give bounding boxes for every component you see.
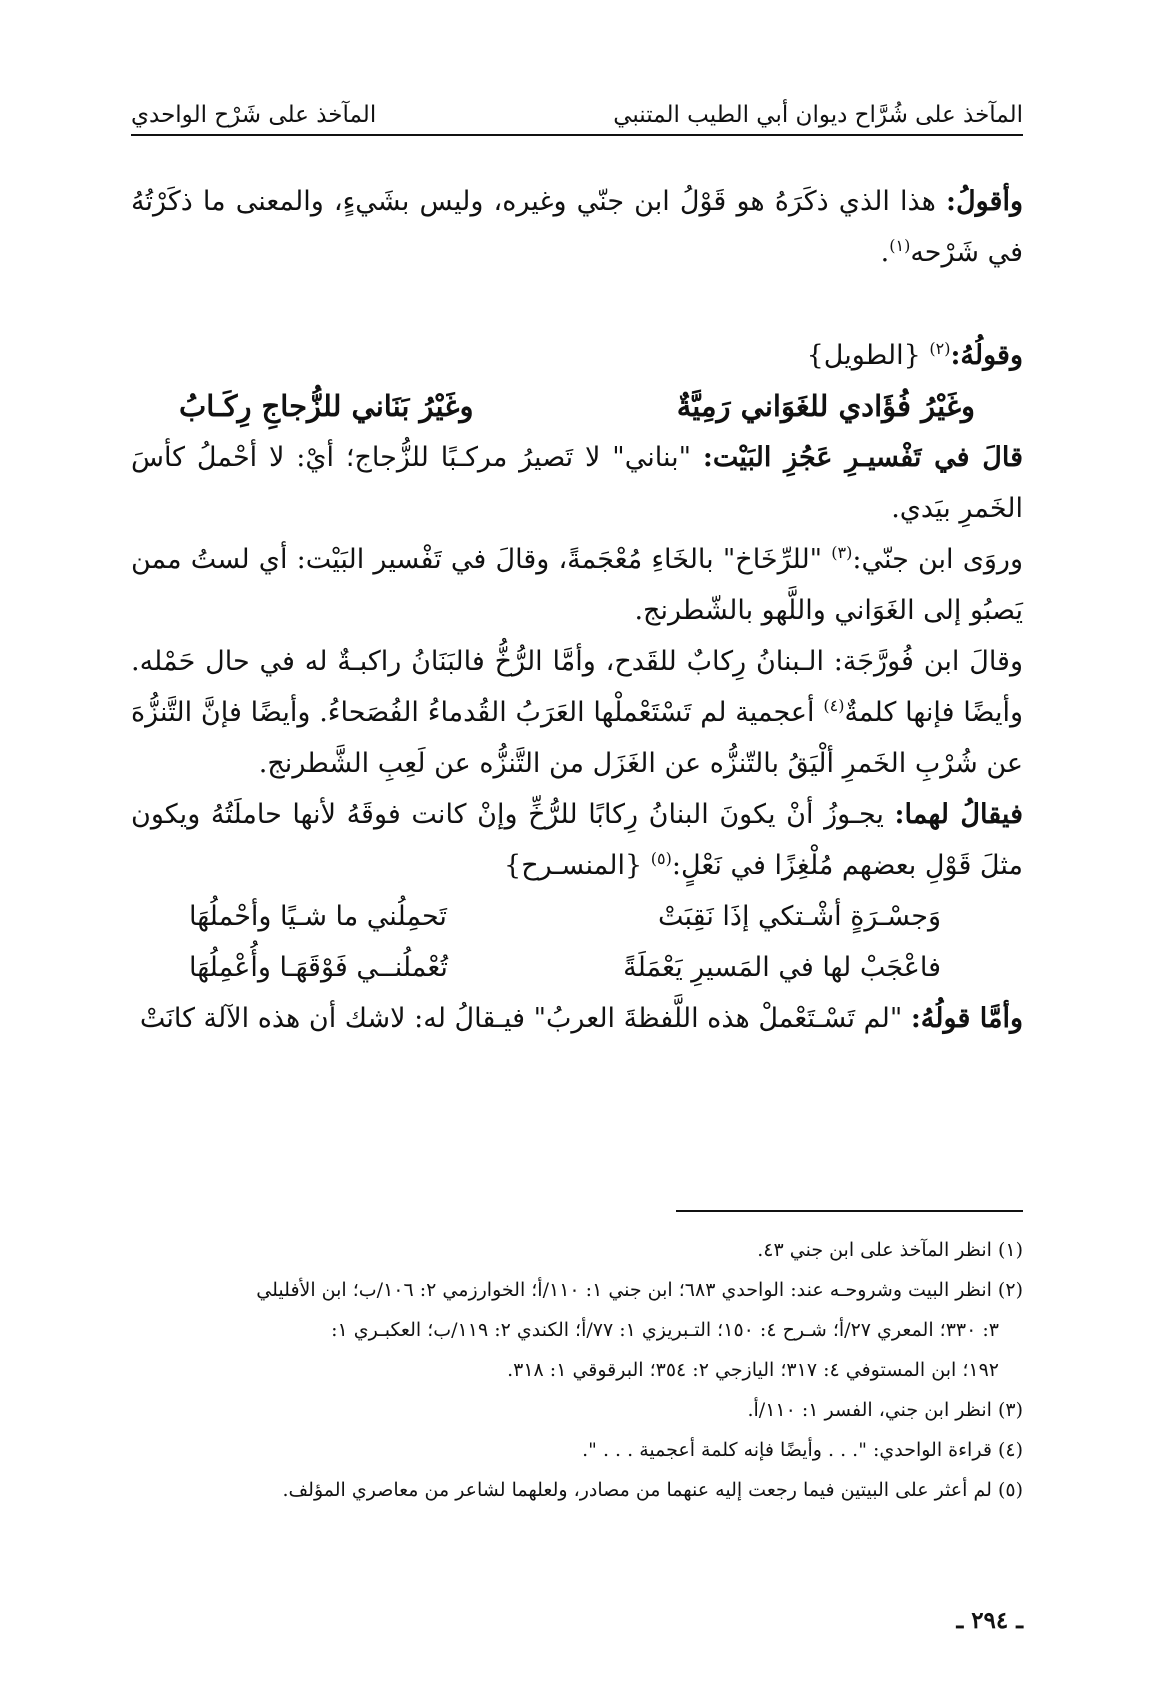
- paragraph-2: [131, 330, 1023, 381]
- footnote-4: (٤) قراءة الواحدي: ". . . وأيضًا فإنه كلمة أعجمية . . . ".: [582, 1439, 1023, 1461]
- verse-3-first-hemistich: فاعْجَبْ لها في المَسيرِ يَعْمَلَةً: [623, 952, 941, 983]
- footnote-ref-5: (٥): [650, 849, 672, 868]
- paragraph-3-text: "بناني" لا تَصيرُ مركـبًا للزُّجاج؛ أيْ: لا أحْملُ كأسَ الخَمرِ بيَدي.: [131, 442, 1023, 524]
- paragraph-4: [131, 534, 1023, 636]
- footnote-ref-3: (٣): [831, 543, 853, 562]
- page-number: ـ ٢٩٤ ـ: [956, 1607, 1023, 1634]
- paragraph-1-text: هذا الذي ذكَرَهُ هو قَوْلُ ابن جنّي وغيره، وليس بشَيءٍ، والمعنى ما ذكَرْتُهُ في شَرْحه: [131, 186, 1023, 268]
- paragraph-2-lead: وقولُهُ:: [950, 340, 1023, 371]
- footnote-1: (١) انظر المآخذ على ابن جني ٤٣.: [757, 1239, 1023, 1261]
- paragraph-3: [131, 432, 1023, 534]
- footnotes: [131, 1210, 1023, 1510]
- paragraph-1: [131, 176, 1023, 278]
- paragraph-6: [131, 789, 1023, 891]
- header-section-title: المآخذ على شَرْح الواحدي: [131, 102, 377, 128]
- paragraph-3-lead: قالَ في تَفْسيـرِ عَجُزِ البَيْت:: [702, 442, 1023, 473]
- running-header: [131, 84, 1023, 136]
- paragraph-4-text-b: "للرِّخَاخ" بالخَاءِ مُعْجَمةً، وقالَ في تَفْسير البَيْت: أي لستُ ممن يَصبُو إلى الغَوَاني واللَّهو بالشّطرنج.: [131, 544, 1023, 626]
- verse-1-first-hemistich: وغَيْرُ فُؤَادي للغَوَاني رَمِيَّةٌ: [676, 389, 975, 423]
- paragraph-5: [131, 636, 1023, 789]
- verse-2-second-hemistich: تَحمِلُني ما شـيًا وأحْملُهَا: [189, 901, 447, 932]
- paragraph-5-text-a: وقالَ ابن فُورَّجَة: الـبنانُ رِكابٌ للقَدح، وأمَّا الرُّخُّ فالبَنَانُ راكبـةٌ له في حال حَمْله. وأيضًا فإنها كلمةٌ: [131, 646, 1023, 728]
- paragraph-1-lead: وأقولُ:: [946, 186, 1023, 217]
- paragraph-6-lead: فيقالُ لهما:: [894, 799, 1023, 830]
- paragraph-4-text-a: وروَى ابن جنّي:: [852, 544, 1023, 575]
- meter-label-2: {المنسـرح}: [504, 850, 651, 881]
- verse-2: [131, 891, 1023, 942]
- paragraph-1-end: .: [880, 237, 890, 268]
- footnote-5: (٥) لم أعثر على البيتين فيما رجعت إليه عنهما من مصادر، ولعلهما لشاعر من معاصري المؤلف.: [282, 1479, 1023, 1501]
- verse-1: [131, 381, 1023, 432]
- footnote-3: (٣) انظر ابن جني، الفسر ١: ١١٠/أ.: [747, 1399, 1023, 1421]
- verse-2-first-hemistich: وَجسْـرَةٍ أشْـتكي إذَا نَقِبَتْ: [658, 901, 941, 932]
- meter-label-1: {الطويل}: [806, 340, 930, 371]
- footnote-ref-1: (١): [889, 236, 911, 255]
- footnote-divider: [676, 1210, 1023, 1212]
- footnote-ref-2: (٢): [929, 339, 951, 358]
- paragraph-5-text-b: أعجمية لم تَسْتَعْملْها العَرَبُ القُدماءُ الفُصَحاءُ. وأيضًا فإنَّ التَّنزُّهَ عن شُرْبِ الخَمرِ ألْيَقُ بالتّنزُّه عن الغَزَل من التَّنزُّه عن لَعِبِ الشَّطرنج.: [131, 697, 1023, 779]
- verse-3-second-hemistich: تُعْملُنــي فَوْقَهَـا وأُعْمِلُهَا: [189, 952, 448, 983]
- paragraph-6-text: يجـوزُ أنْ يكونَ البنانُ رِكابًا للرُّخِّ وإنْ كانت فوقَهُ لأنها حاملَتُهُ ويكون مثلَ قَوْلِ بعضهم مُلْغِزًا في نَعْلٍ:: [131, 799, 1023, 881]
- verse-3: [131, 942, 1023, 993]
- paragraph-7-text: "لم تَسْـتَعْملْ هذه اللَّفظةَ العربُ" فيـقالُ له: لاشك أن هذه الآلة كانَتْ: [139, 1003, 911, 1034]
- footnote-ref-4: (٤): [823, 696, 845, 715]
- verse-1-second-hemistich: وغَيْرُ بَنَاني للزُّجاجِ رِكَـابُ: [179, 389, 474, 423]
- paragraph-7: [131, 993, 1023, 1044]
- footnote-2-cont-1: ٣: ٣٣٠؛ المعري ٢٧/أ؛ شـرح ٤: ١٥٠؛ التـبريزي ١: ٧٧/أ؛ الكندي ٢: ١١٩/ب؛ العكبـري ١:: [331, 1319, 999, 1341]
- header-book-title: المآخذ على شُرَّاح ديوان أبي الطيب المتنبي: [613, 102, 1023, 128]
- section-gap: [131, 278, 1023, 330]
- footnote-2-cont-2: ١٩٢؛ ابن المستوفي ٤: ٣١٧؛ اليازجي ٢: ٣٥٤؛ البرقوقي ١: ٣١٨.: [507, 1359, 999, 1381]
- main-text: [131, 176, 1023, 1044]
- paragraph-7-lead: وأمَّا قولُهُ:: [910, 1003, 1023, 1034]
- footnote-2: (٢) انظر البيت وشروحـه عند: الواحدي ٦٨٣؛ ابن جني ١: ١١٠/أ؛ الخوارزمي ٢: ١٠٦/ب؛ ابن الأفليلي: [256, 1279, 1023, 1301]
